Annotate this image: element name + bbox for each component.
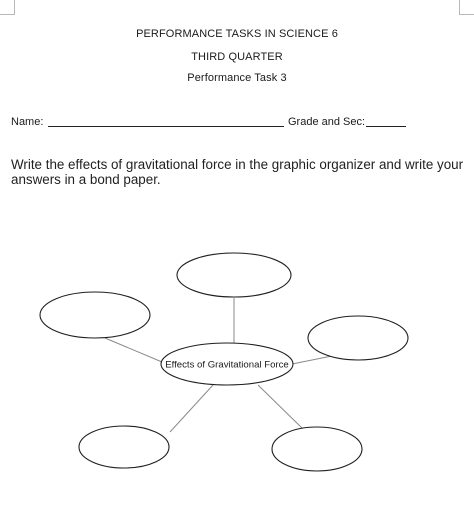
instructions-text: Write the effects of gravitational force in the graphic organizer and write your answers in a bond paper. <box>11 157 464 187</box>
answer-bubble-upper-right <box>308 316 408 360</box>
name-label: Name: <box>11 116 44 128</box>
answer-bubble-top <box>177 253 291 297</box>
quarter-heading: THIRD QUARTER <box>191 51 283 63</box>
answer-bubble-lower-left <box>79 426 169 468</box>
connector-lower-left <box>170 385 213 432</box>
grade-section-label: Grade and Sec: <box>288 116 366 128</box>
connector-lower-right <box>258 385 304 430</box>
answer-bubble-upper-left <box>40 292 150 338</box>
answer-bubble-lower-right <box>272 427 362 471</box>
connector-upper-right <box>292 356 332 364</box>
task-heading: Performance Task 3 <box>187 72 287 84</box>
center-bubble-label: Effects of Gravitational Force <box>165 359 289 371</box>
connector-upper-left <box>105 338 162 362</box>
document-title: PERFORMANCE TASKS IN SCIENCE 6 <box>136 28 338 40</box>
